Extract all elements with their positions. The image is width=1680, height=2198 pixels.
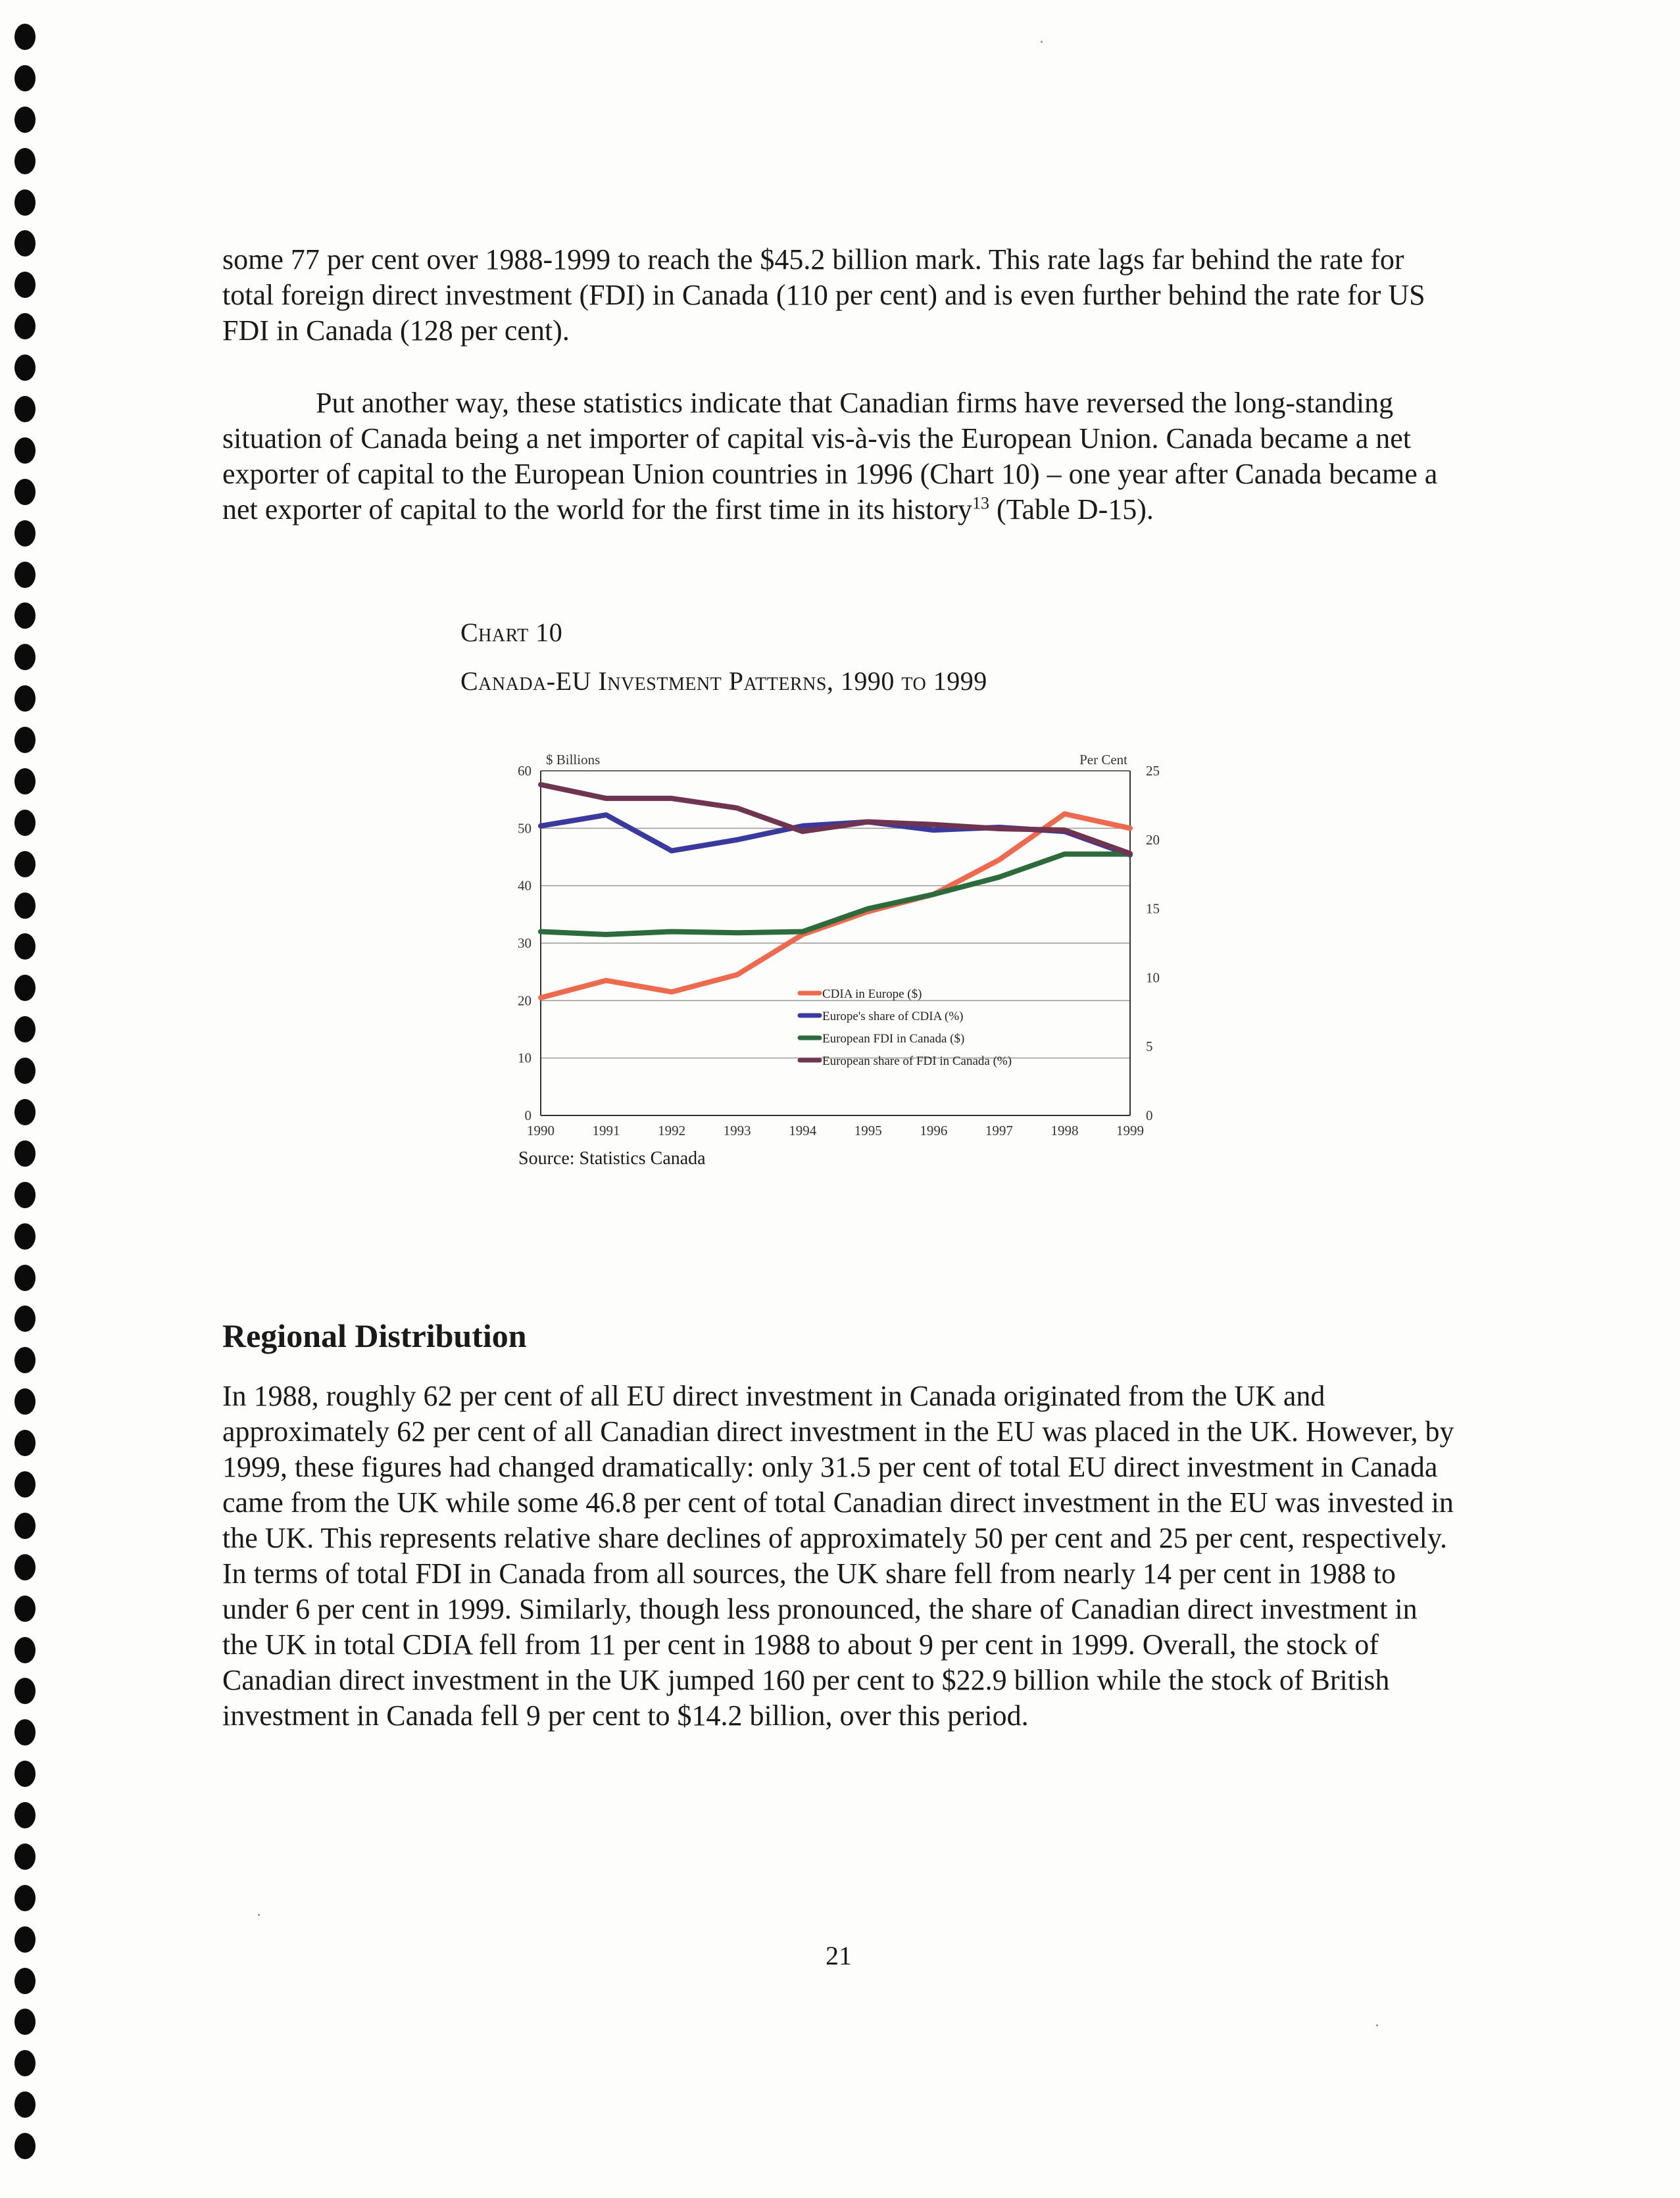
binding-hole — [14, 1140, 36, 1167]
y-tick-label-right: 0 — [1146, 1108, 1153, 1123]
binding-hole — [14, 396, 36, 422]
x-tick-label: 1994 — [789, 1123, 817, 1138]
binding-hole — [14, 520, 36, 547]
y-tick-label-left: 0 — [524, 1108, 531, 1123]
page-number: 21 — [826, 1941, 852, 1970]
body-paragraph-1 — [222, 242, 1459, 349]
y-tick-label-left: 60 — [518, 763, 531, 779]
binding-hole — [14, 727, 36, 753]
legend-label: European share of FDI in Canada (%) — [822, 1054, 1012, 1068]
series-line — [541, 815, 1130, 855]
chart-title: Canada-EU Investment Patterns, 1990 to 1999 — [460, 666, 987, 696]
binding-hole — [14, 1802, 36, 1828]
binding-hole — [14, 810, 36, 836]
binding-hole — [14, 975, 36, 1001]
binding-hole — [14, 892, 36, 919]
x-tick-label: 1999 — [1116, 1123, 1144, 1138]
y-tick-label-right: 15 — [1146, 900, 1160, 917]
binding-hole — [14, 2133, 36, 2159]
series-line — [541, 854, 1130, 935]
binding-hole — [14, 562, 36, 588]
binding-hole — [14, 1265, 36, 1291]
y-tick-label-left: 10 — [518, 1050, 531, 1066]
paragraph-text-tail: (Table D-15). — [989, 493, 1154, 525]
y-tick-label-left: 30 — [518, 935, 531, 951]
section-heading: Regional Distribution — [222, 1317, 527, 1354]
binding-hole — [14, 1058, 36, 1084]
binding-hole — [14, 272, 36, 298]
scan-speck — [1376, 2024, 1378, 2026]
x-tick-label: 1990 — [527, 1123, 555, 1138]
x-tick-label: 1998 — [1050, 1123, 1079, 1138]
spiral-binding — [14, 24, 41, 2187]
binding-hole — [14, 1637, 36, 1663]
binding-hole — [14, 65, 36, 91]
binding-hole — [14, 1761, 36, 1787]
binding-hole — [14, 2091, 36, 2118]
binding-hole — [14, 1678, 36, 1704]
y-tick-label-right: 20 — [1146, 831, 1160, 848]
binding-hole — [14, 1223, 36, 1250]
binding-hole — [14, 1844, 36, 1870]
scan-speck — [258, 1914, 260, 1916]
chart-source: Source: Statistics Canada — [518, 1148, 706, 1169]
binding-hole — [14, 189, 36, 216]
binding-hole — [14, 933, 36, 960]
binding-hole — [14, 644, 36, 670]
binding-hole — [14, 1182, 36, 1208]
legend-label: CDIA in Europe ($) — [822, 987, 922, 1001]
binding-hole — [14, 1347, 36, 1373]
x-tick-label: 1993 — [723, 1123, 751, 1138]
binding-hole — [14, 1016, 36, 1042]
paragraph-text: some 77 per cent over 1988-1999 to reach the $45.2 billion mark. This rate lags far behind the rate for total foreign direct investment (FDI) in Canada (110 per cent) and is even further behind the rate for US FDI in Canada (128 per cent). — [222, 243, 1425, 347]
binding-hole — [14, 1471, 36, 1498]
binding-hole — [14, 1554, 36, 1580]
legend-label: Europe's share of CDIA (%) — [822, 1010, 964, 1023]
line-chart — [500, 743, 1158, 1177]
x-tick-label: 1992 — [658, 1123, 686, 1138]
binding-hole — [14, 851, 36, 877]
binding-hole — [14, 1885, 36, 1911]
binding-hole — [14, 768, 36, 794]
binding-hole — [14, 148, 36, 174]
binding-hole — [14, 1926, 36, 1953]
binding-hole — [14, 1719, 36, 1746]
y-tick-label-right: 10 — [1146, 969, 1160, 986]
y-axis-title-left: $ Billions — [546, 752, 601, 768]
body-paragraph-3 — [222, 1379, 1459, 1734]
binding-hole — [14, 1099, 36, 1125]
binding-hole — [14, 2009, 36, 2035]
binding-hole — [14, 479, 36, 505]
binding-hole — [14, 24, 36, 50]
binding-hole — [14, 437, 36, 464]
y-axis-title-right: Per Cent — [1079, 752, 1127, 768]
series-line — [541, 785, 1130, 854]
body-paragraph-2 — [222, 385, 1459, 527]
binding-hole — [14, 107, 36, 133]
binding-hole — [14, 2050, 36, 2076]
chart-number: Chart 10 — [460, 618, 563, 647]
y-tick-label-right: 5 — [1146, 1038, 1153, 1055]
chart-svg — [500, 743, 1158, 1158]
footnote-reference[interactable]: 13 — [972, 493, 990, 513]
binding-hole — [14, 1513, 36, 1539]
binding-hole — [14, 1596, 36, 1622]
binding-hole — [14, 685, 36, 712]
x-tick-label: 1996 — [920, 1123, 948, 1138]
binding-hole — [14, 230, 36, 256]
binding-hole — [14, 1388, 36, 1415]
paragraph-text — [222, 385, 1459, 527]
binding-hole — [14, 602, 36, 629]
binding-hole — [14, 354, 36, 381]
binding-hole — [14, 313, 36, 339]
binding-hole — [14, 1968, 36, 1994]
binding-hole — [14, 1306, 36, 1332]
scan-speck — [1041, 41, 1043, 43]
legend-label: European FDI in Canada ($) — [822, 1032, 965, 1046]
series-line — [541, 814, 1130, 998]
y-tick-label-left: 20 — [518, 992, 531, 1009]
x-tick-label: 1991 — [592, 1123, 620, 1138]
binding-hole — [14, 1430, 36, 1456]
paragraph-text: In 1988, roughly 62 per cent of all EU direct investment in Canada originated from the UK and approximately 62 per cent of all Canadian direct investment in the EU was placed in the UK. However, by 1999, these figures had changed dramatically: only 31.5 per cent of total EU direct investment in Canada came from the UK while some 46.8 per cent of total Canadian direct investment in the EU was invested in the UK. This represents relative share declines of approximately 50 per cent and 25 per cent, respectively. In terms of total FDI in Canada from all sources, the UK share fell from nearly 14 per cent in 1988 to under 6 per cent in 1999. Similarly, though less pronounced, the share of Canadian direct investment in the UK in total CDIA fell from 11 per cent in 1988 to about 9 per cent in 1999. Overall, the stock of Canadian direct investment in the UK jumped 160 per cent to $22.9 billion while the stock of British investment in Canada fell 9 per cent to $14.2 billion, over this period. — [222, 1380, 1454, 1732]
y-tick-label-right: 25 — [1146, 763, 1160, 779]
x-tick-label: 1997 — [985, 1123, 1013, 1138]
x-tick-label: 1995 — [854, 1123, 882, 1138]
y-tick-label-left: 40 — [518, 877, 531, 894]
y-tick-label-left: 50 — [518, 820, 531, 837]
paragraph-text-main: Put another way, these statistics indicate that Canadian firms have reversed the long-standing situation of Canada being a net importer of capital vis-à-vis the European Union. Canada became a net exporter of capital to the European Union countries in 1996 (Chart 10) – one year after Canada became a net exporter of capital to the world for the first time in its history — [222, 387, 1438, 525]
